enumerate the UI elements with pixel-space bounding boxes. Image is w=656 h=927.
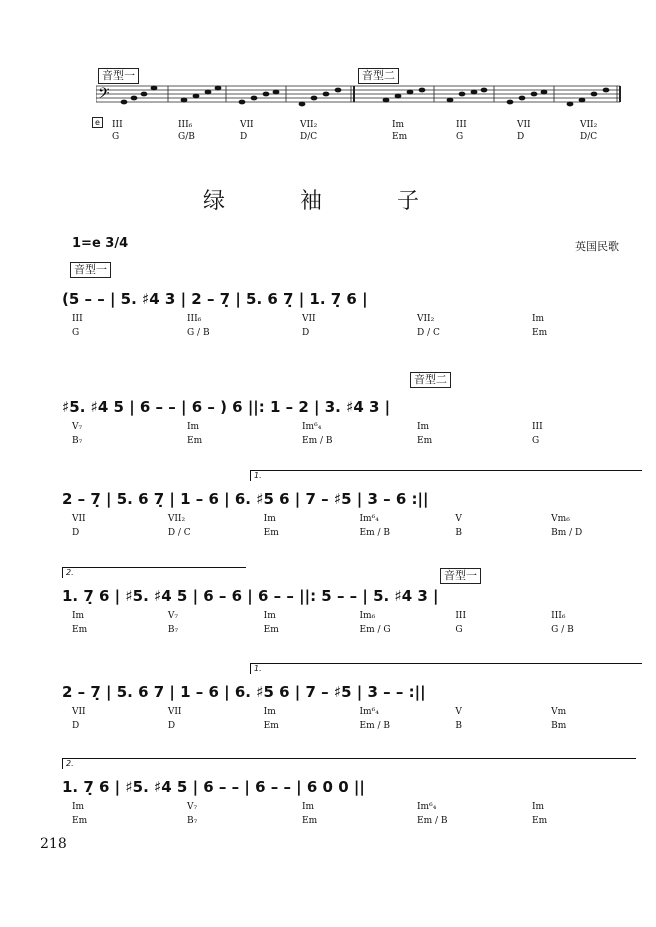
clef-mark: e (92, 117, 103, 128)
roman-numeral: V (455, 707, 462, 717)
header-staff (96, 78, 626, 118)
chord-name: D / C (167, 528, 191, 538)
pattern-one-label: 音型一 (98, 68, 139, 84)
volta-bracket: 2. (62, 567, 246, 578)
chord-name: G (532, 436, 540, 446)
chord-name: B (455, 528, 462, 538)
header-chord-name: D/C (300, 132, 318, 142)
header-roman-numeral: VII₂ (580, 120, 598, 130)
row-pattern-label: 音型一 (440, 568, 481, 584)
chord-name: B₇ (72, 436, 83, 446)
roman-numeral: III (455, 611, 466, 621)
header-roman-numeral: VII₂ (300, 120, 318, 130)
roman-numeral: Im⁶₄ (359, 707, 379, 717)
roman-numeral: VII (302, 314, 316, 324)
row-pattern-label: 音型一 (70, 262, 111, 278)
volta-bracket: 1. (250, 663, 642, 674)
header-roman-numeral: III (112, 120, 123, 130)
chord-name: Em / G (359, 625, 391, 635)
chord-name: Em (532, 816, 548, 826)
chord-name: B₇ (167, 625, 179, 635)
chord-name: D / C (417, 328, 440, 338)
roman-numeral: Vm (551, 707, 567, 717)
chord-name: Bm (551, 721, 567, 731)
chord-name: Em (302, 816, 318, 826)
volta-bracket: 2. (62, 758, 636, 769)
row-notes: ♯5. ♯4 5 | 6 – – | 6 – ) 6 ||: 1 – 2 | 3. ♯4 3 | (62, 398, 391, 416)
chord-name: D (72, 528, 80, 538)
header-chord-name: G (456, 132, 464, 142)
row-notes: 1. 7̣ 6 | ♯5. ♯4 5 | 6 – – | 6 – – | 6 0 0 || (62, 778, 365, 796)
header-chord-name: Em (392, 132, 408, 142)
roman-numeral: VII (72, 514, 86, 524)
row-notes: 2 – 7̣ | 5. 6 7 | 1 – 6 | 6. ♯5 6 | 7 – ♯5 | 3 – – :|| (62, 683, 426, 701)
roman-numeral: Im⁶₄ (417, 802, 437, 812)
header-roman-numeral: III₆ (178, 120, 193, 130)
header-chord-name: D (240, 132, 248, 142)
chord-name: G (455, 625, 463, 635)
roman-numeral: III₆ (551, 611, 566, 621)
roman-numeral: Im (187, 422, 200, 432)
chord-name: Em (72, 625, 88, 635)
row-notes: 2 – 7̣ | 5. 6 7̣ | 1 – 6 | 6. ♯5 6 | 7 – ♯5 | 3 – 6 :|| (62, 490, 429, 508)
chord-name: B₇ (187, 816, 198, 826)
chord-name: D (302, 328, 310, 338)
chord-name: Em / B (359, 528, 390, 538)
chord-name: G / B (187, 328, 210, 338)
roman-numeral: III (532, 422, 543, 432)
roman-numeral: Im (417, 422, 430, 432)
pattern-two-label: 音型二 (358, 68, 399, 84)
header-chord-name: G/B (178, 132, 195, 142)
roman-numeral: Im (302, 802, 315, 812)
roman-numeral: Im (263, 611, 276, 621)
roman-numeral: III (72, 314, 83, 324)
roman-numeral: V₇ (187, 802, 198, 812)
header-roman-numeral: VII (240, 120, 254, 130)
song-origin: 英国民歌 (575, 240, 619, 253)
roman-numeral: VII (72, 707, 86, 717)
roman-numeral: Im (263, 707, 276, 717)
chord-name: G (72, 328, 80, 338)
roman-numeral: Im⁶₄ (302, 422, 322, 432)
roman-numeral: Im⁶₄ (359, 514, 379, 524)
volta-bracket: 1. (250, 470, 642, 481)
key-signature: 1=e 3/4 (72, 236, 129, 251)
chord-name: Em (263, 721, 279, 731)
chord-name: D (72, 721, 80, 731)
bass-clef-icon: 𝄢 (98, 85, 110, 106)
roman-numeral: V (455, 514, 462, 524)
row-notes: 1. 7̣ 6 | ♯5. ♯4 5 | 6 – 6 | 6 – – ||: 5 – – | 5. ♯4 3 | (62, 587, 439, 605)
chord-name: Em (72, 816, 88, 826)
chord-name: Em (532, 328, 548, 338)
chord-name: Em (263, 528, 279, 538)
header-chord-name: G (112, 132, 120, 142)
header-chord-name: D/C (580, 132, 598, 142)
chord-name: Em / B (417, 816, 448, 826)
chord-name: Bm / D (551, 528, 583, 538)
roman-numeral: Im (263, 514, 276, 524)
song-title: 绿 袖 子 (203, 189, 453, 214)
roman-numeral: Im₆ (359, 611, 376, 621)
chord-name: Em (417, 436, 433, 446)
roman-numeral: Vm₆ (551, 514, 570, 524)
header-chord-name: D (517, 132, 525, 142)
chord-name: G / B (551, 625, 574, 635)
row-pattern-label: 音型二 (410, 372, 451, 388)
roman-numeral: V₇ (72, 422, 83, 432)
chord-name: Em / B (302, 436, 333, 446)
roman-numeral: VII₂ (167, 514, 186, 524)
chord-name: Em / B (359, 721, 390, 731)
header-roman-numeral: Im (392, 120, 405, 130)
roman-numeral: Im (532, 314, 545, 324)
header-roman-numeral: III (456, 120, 467, 130)
chord-name: B (455, 721, 462, 731)
roman-numeral: Im (532, 802, 545, 812)
roman-numeral: VII (167, 707, 182, 717)
chord-name: Em (187, 436, 203, 446)
roman-numeral: III₆ (187, 314, 202, 324)
roman-numeral: Im (72, 802, 85, 812)
row-notes: (5 – – | 5. ♯4 3 | 2 – 7̣ | 5. 6 7̣ | 1. 7̣ 6 | (62, 290, 368, 308)
roman-numeral: Im (72, 611, 85, 621)
roman-numeral: VII₂ (417, 314, 435, 324)
header-roman-numeral: VII (517, 120, 531, 130)
chord-name: D (167, 721, 176, 731)
page-number: 218 (40, 836, 67, 852)
chord-name: Em (263, 625, 279, 635)
roman-numeral: V₇ (167, 611, 178, 621)
